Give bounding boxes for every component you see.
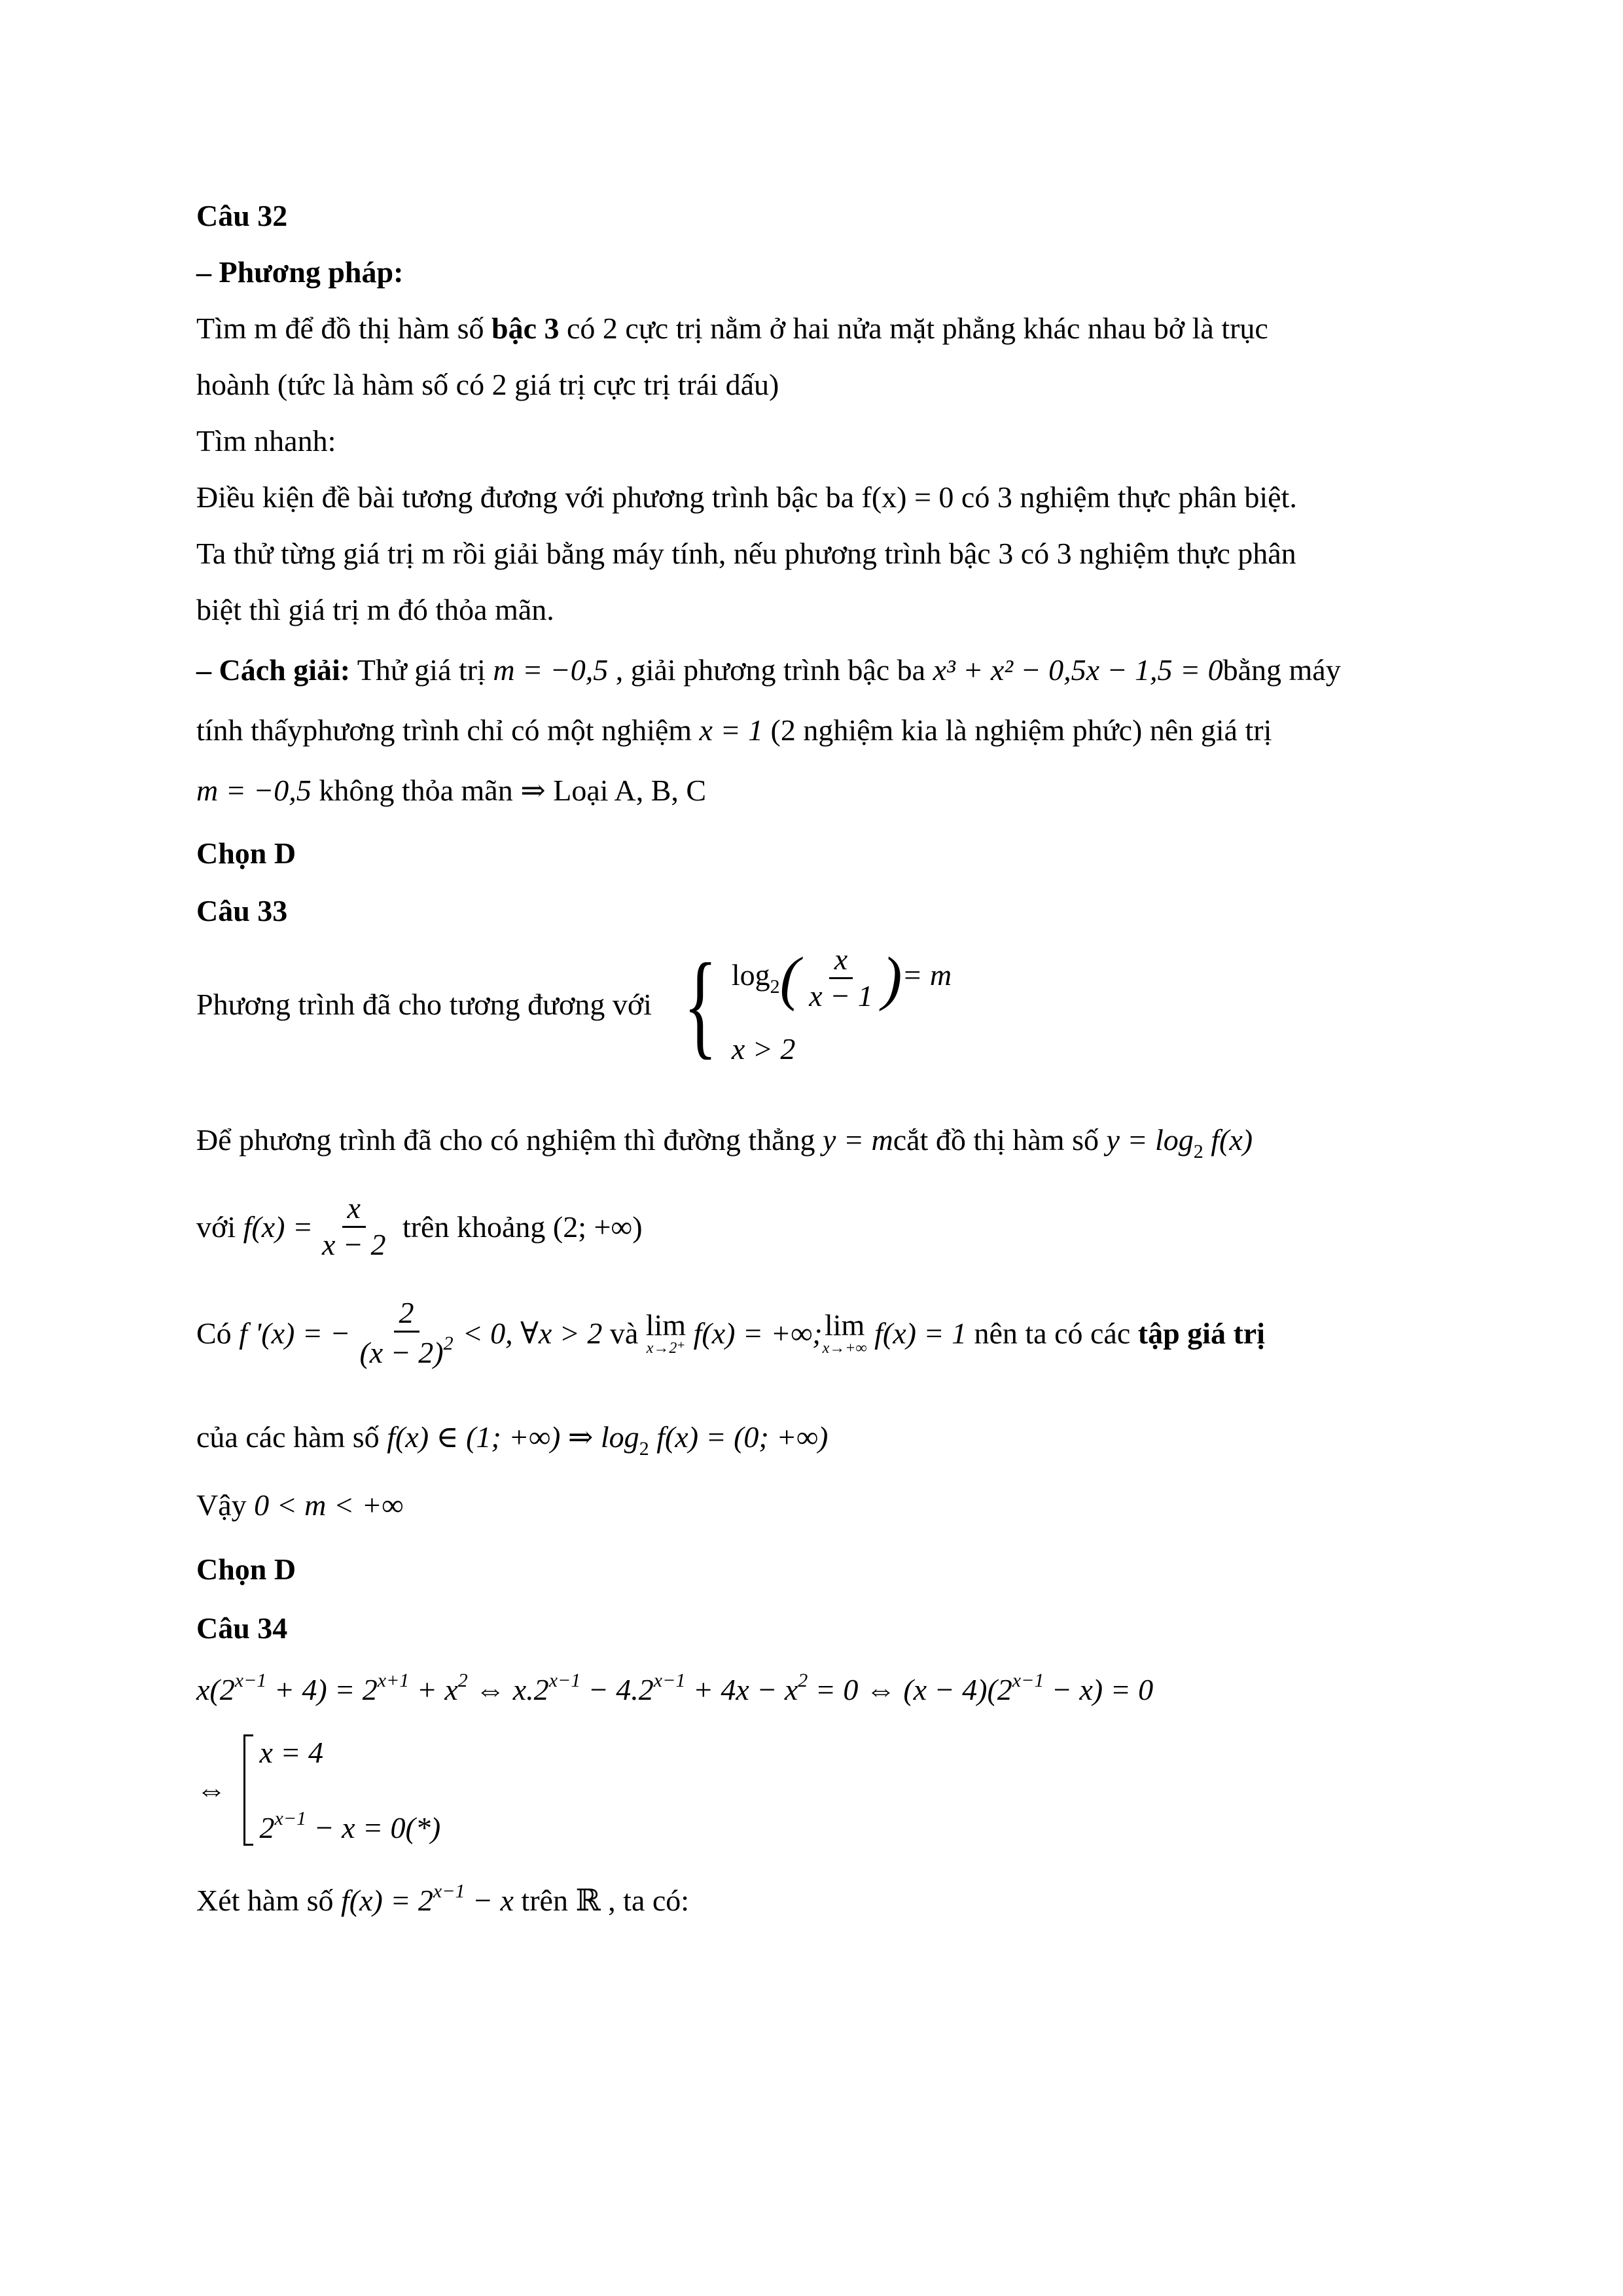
text-span: Thử giá trị bbox=[350, 653, 493, 687]
quick-label: Tìm nhanh: bbox=[196, 424, 336, 457]
denominator: x − 2 bbox=[321, 1227, 386, 1261]
exponent: x−1 bbox=[653, 1670, 686, 1691]
text-span: trên bbox=[513, 1884, 576, 1917]
denominator: x − 1 bbox=[809, 978, 873, 1013]
lim-text: lim bbox=[645, 1308, 687, 1342]
q34-equation-1: $x(2^{x-1} + 4) = 2^{x+1} + x^2$ ⇔ $x.2^{x-1} - 4.2^{x-1} + 4x - x^2 = 0$ ⇔ $(x - 4)(2^{x-1} - x) = 0$ bbox=[196, 1670, 1154, 1706]
case-2 bbox=[260, 1807, 441, 1846]
case-rows bbox=[260, 1734, 441, 1846]
fraction bbox=[317, 1191, 391, 1263]
text-span: Tìm m để đồ thị hàm số bbox=[196, 312, 492, 345]
exponent: x+1 bbox=[377, 1670, 410, 1691]
paren-close: ) bbox=[882, 944, 902, 1012]
math-span: f(x) = 1 bbox=[866, 1316, 967, 1350]
lim-subscript: x→2⁺ bbox=[646, 1339, 686, 1357]
text-span: tính thấyphương trình chỉ có một nghiệm bbox=[196, 713, 700, 747]
math-span: f(x) = 2 bbox=[341, 1884, 433, 1917]
q34-line-last bbox=[196, 1880, 689, 1918]
text-span: và bbox=[602, 1316, 646, 1350]
question-34-title: Câu 34 bbox=[196, 1611, 288, 1645]
math-span: y = m bbox=[823, 1123, 893, 1157]
exponent: x−1 bbox=[274, 1807, 307, 1829]
method-line-1 bbox=[196, 310, 1268, 346]
math-span: y = log bbox=[1106, 1123, 1194, 1157]
q34-case-block bbox=[196, 1734, 440, 1846]
brace-symbol: { bbox=[683, 939, 718, 1069]
fraction bbox=[354, 1296, 458, 1371]
q33-line-2 bbox=[196, 1122, 1253, 1164]
math-span: = 0 bbox=[1103, 1673, 1154, 1706]
bold-span: bậc 3 bbox=[491, 312, 560, 345]
real-set-symbol: ℝ bbox=[575, 1884, 601, 1917]
exponent: x−1 bbox=[433, 1880, 465, 1902]
math-span: 0 < m < +∞ bbox=[254, 1488, 404, 1522]
text-span: trên khoảng bbox=[395, 1210, 553, 1244]
math-span: x³ + x² − 0,5x − 1,5 = 0 bbox=[933, 653, 1223, 687]
q33-line-3 bbox=[196, 1191, 643, 1263]
math-span: 2 bbox=[219, 1673, 235, 1706]
numerator: x bbox=[342, 1191, 366, 1228]
rhs: = m bbox=[902, 958, 952, 992]
lim-text: lim bbox=[824, 1308, 865, 1342]
math-span: = 2 bbox=[327, 1673, 378, 1706]
math-span: f(x) ∈ (1; +∞) ⇒ log bbox=[387, 1420, 639, 1454]
log-text: log bbox=[731, 958, 770, 992]
numerator: x bbox=[829, 942, 853, 979]
answer-33: Chọn D bbox=[196, 1552, 296, 1586]
text-span: với bbox=[196, 1210, 243, 1244]
fraction bbox=[804, 942, 878, 1014]
square-bracket bbox=[243, 1734, 253, 1846]
text-span: Có bbox=[196, 1316, 240, 1350]
text-span: Xét hàm số bbox=[196, 1884, 342, 1917]
math-span: − x bbox=[465, 1884, 514, 1917]
text-span: , giải phương trình bậc ba bbox=[608, 653, 933, 687]
math-span: f(x) bbox=[1203, 1123, 1253, 1157]
q33-line-6 bbox=[196, 1487, 403, 1523]
lim-subscript: x→+∞ bbox=[822, 1339, 867, 1357]
math-span: 2 bbox=[997, 1673, 1012, 1706]
paren-open: ( bbox=[779, 944, 800, 1012]
text-span: nên ta có các bbox=[966, 1316, 1138, 1350]
exponent: 2 bbox=[798, 1670, 808, 1691]
text-span: Phương trình đã cho tương đương với bbox=[196, 988, 652, 1022]
text-span: có 2 cực trị nằm ở hai nửa mặt phẳng khác nhau bở là trục bbox=[559, 312, 1268, 345]
exponent: 2 bbox=[457, 1670, 468, 1691]
quick-line-1: Điều kiện đề bài tương đương với phương trình bậc ba f(x) = 0 có 3 nghiệm thực phân biệt. bbox=[196, 480, 1297, 514]
log-base: 2 bbox=[770, 975, 780, 997]
math-span: f(x) = +∞; bbox=[686, 1316, 823, 1350]
system-rows bbox=[732, 942, 952, 1067]
text-span: không thỏa mãn ⇒ Loại A, B, C bbox=[311, 774, 707, 807]
solve-line-3 bbox=[196, 772, 706, 808]
method-label: – Phương pháp: bbox=[196, 255, 404, 289]
answer-32: Chọn D bbox=[196, 836, 296, 870]
system-row-2: x > 2 bbox=[731, 1031, 796, 1066]
exponent: x−1 bbox=[234, 1670, 267, 1691]
bold-span: tập giá trị bbox=[1137, 1316, 1265, 1350]
q33-line-4 bbox=[196, 1296, 1265, 1371]
text-span: Để phương trình đã cho có nghiệm thì đường thẳng bbox=[196, 1123, 823, 1157]
log-base: 2 bbox=[1193, 1141, 1204, 1162]
math-span: + 4 bbox=[266, 1673, 317, 1706]
math-span: f '(x) = − bbox=[239, 1316, 351, 1350]
text-span: , ta có: bbox=[600, 1884, 690, 1917]
limit-1 bbox=[646, 1310, 686, 1356]
math-span: 2 bbox=[259, 1810, 275, 1844]
math-span: + x bbox=[409, 1673, 458, 1706]
math-span: m = −0,5 bbox=[196, 774, 312, 807]
math-span: − 4.2 bbox=[580, 1673, 654, 1706]
math-span: − x = 0(*) bbox=[306, 1810, 441, 1844]
equiv-symbol: ⇔ bbox=[196, 1773, 226, 1807]
equation-system bbox=[672, 939, 952, 1069]
exponent: x−1 bbox=[548, 1670, 581, 1691]
text-span: (2 nghiệm kia là nghiệm phức) nên giá trị bbox=[763, 713, 1272, 747]
q33-line-5 bbox=[196, 1419, 828, 1461]
case-1: x = 4 bbox=[259, 1736, 323, 1769]
solve-line-2 bbox=[196, 712, 1272, 748]
method-line-2: hoành (tức là hàm số có 2 giá trị cực trị trái dấu) bbox=[196, 368, 779, 401]
math-span: m = −0,5 bbox=[493, 653, 609, 687]
exponent: x−1 bbox=[1012, 1670, 1044, 1691]
solve-label: – Cách giải: bbox=[196, 653, 351, 687]
log-base: 2 bbox=[639, 1438, 649, 1460]
math-span: x bbox=[196, 1673, 210, 1706]
quick-line-2: Ta thử từng giá trị m rồi giải bằng máy tính, nếu phương trình bậc 3 có 3 nghiệm thực phân bbox=[196, 537, 1296, 570]
text-span: bằng máy bbox=[1222, 653, 1341, 687]
system-row-1 bbox=[732, 942, 952, 1014]
math-span: − x bbox=[1044, 1673, 1093, 1706]
denominator bbox=[354, 1333, 458, 1371]
math-span: x − 4 bbox=[913, 1673, 978, 1706]
text-span: của các hàm số bbox=[196, 1420, 387, 1454]
question-33-title: Câu 33 bbox=[196, 894, 288, 927]
text-span: cắt đồ thị hàm số bbox=[893, 1123, 1107, 1157]
math-span: + 4x − x bbox=[685, 1673, 798, 1706]
math-span: = 0 ⇔ bbox=[808, 1673, 904, 1706]
math-span: f(x) = (0; +∞) bbox=[649, 1420, 829, 1454]
solve-line-1 bbox=[196, 652, 1341, 688]
limit-2 bbox=[823, 1310, 867, 1356]
q33-system-line bbox=[196, 939, 952, 1069]
denominator-base: (x − 2) bbox=[359, 1335, 444, 1369]
math-span: f(x) = bbox=[243, 1210, 313, 1244]
math-span: ⇔ x.2 bbox=[467, 1673, 549, 1706]
numerator: 2 bbox=[394, 1296, 419, 1333]
math-span: (2; +∞) bbox=[552, 1210, 643, 1244]
math-span: x = 1 bbox=[699, 713, 764, 747]
math-span: < 0, ∀x > 2 bbox=[462, 1316, 603, 1350]
quick-line-3: biệt thì giá trị m đó thỏa mãn. bbox=[196, 593, 554, 626]
question-32-title: Câu 32 bbox=[196, 199, 288, 232]
exponent: 2 bbox=[443, 1332, 454, 1354]
text-span: Vậy bbox=[196, 1488, 255, 1522]
case-system bbox=[243, 1734, 441, 1846]
